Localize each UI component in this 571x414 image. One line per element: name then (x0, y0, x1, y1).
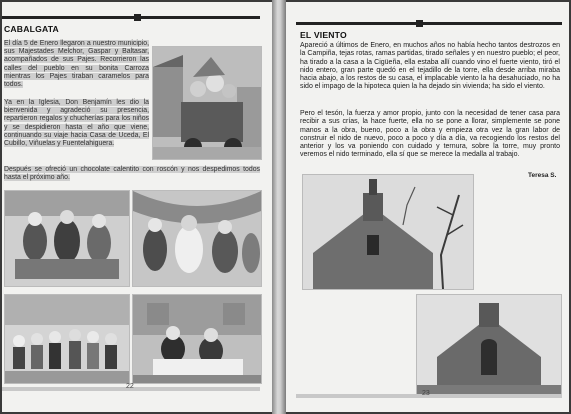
cabalgata-paragraph-3: Después se ofreció un chocolate calentito con roscón y nos despedimos todos hasta el próximo año. (4, 166, 260, 182)
viento-paragraph-2: Pero el tesón, la fuerza y amor propio, junto con la necesidad de tener casa para recibir a sus crías, la hace fuerte, ella no se pone a llorar, simplemente se pone manos a la obra, bueno, poco a la obra y empieza otra vez la gran labor de construir el nido de nuevo, poco a poco y día a día, va recogiendo los restos del anterior y los va poniendo con cuidado y ternura, sobre la torre, muy pronto veremos el nido terminado, ella sí que se merece la medalla al trabajo. (300, 110, 560, 159)
children-crowd-photo (4, 294, 130, 384)
chocolate-table-photo (132, 294, 262, 384)
page-number: 23 (422, 390, 430, 397)
left-page (2, 2, 272, 412)
church-tower-photo-2 (416, 294, 562, 396)
cabalgata-paragraph-1: El día 5 de Enero llegaron a nuestro municipio, sus Majestades Melchor, Gaspar y Baltasar, acompañados de sus Pajes. Recorrieron las calles del pueblo en su bonita Carroza mientras los Pajes tiraban caramelos para todos. (4, 40, 149, 89)
carroza-photo (152, 46, 262, 160)
author-name: Teresa S. (528, 172, 557, 179)
pajes-photo (132, 190, 262, 287)
page-number: 22 (126, 383, 134, 390)
reyes-magos-photo (4, 190, 130, 287)
section-title-el-viento: EL VIENTO (300, 30, 347, 40)
church-tower-photo-1 (302, 174, 474, 290)
section-title-cabalgata: CABALGATA (4, 24, 59, 34)
top-rule (2, 16, 260, 19)
top-rule (296, 22, 562, 25)
cabalgata-paragraph-2: Ya en la Iglesia, Don Benjamín les dio la bienvenida y agradeció su presencia, repartieron regalos y chucherías para los niños y se despidieron hasta el año que viene, continuando su viaje hacia Casa de Uceda, El Cubillo, Viñuelas y Fuentelahiguera. (4, 99, 149, 148)
viento-paragraph-1: Apareció a últimos de Enero, en muchos años no había hecho tantos destrozos en la Campiña, tejas rotas, ramas partidas, tirado señales y en nuestro pueblo; el peor, ha tirado a la casa a la Cigüeña, ella estaba allí cuando vino el fuerte viento, tiró el nido entero, gran parte quedó en el tejadillo de la torre, ella desde arriba miraba hacia abajo, a los restos de su casa, el implacable viento la ha desahuciado, no ha sido el impago de la hipoteca quien la ha dejado sin vivienda; ha sido el viento. (300, 42, 560, 91)
book-spine (272, 0, 286, 414)
right-page (286, 2, 569, 412)
